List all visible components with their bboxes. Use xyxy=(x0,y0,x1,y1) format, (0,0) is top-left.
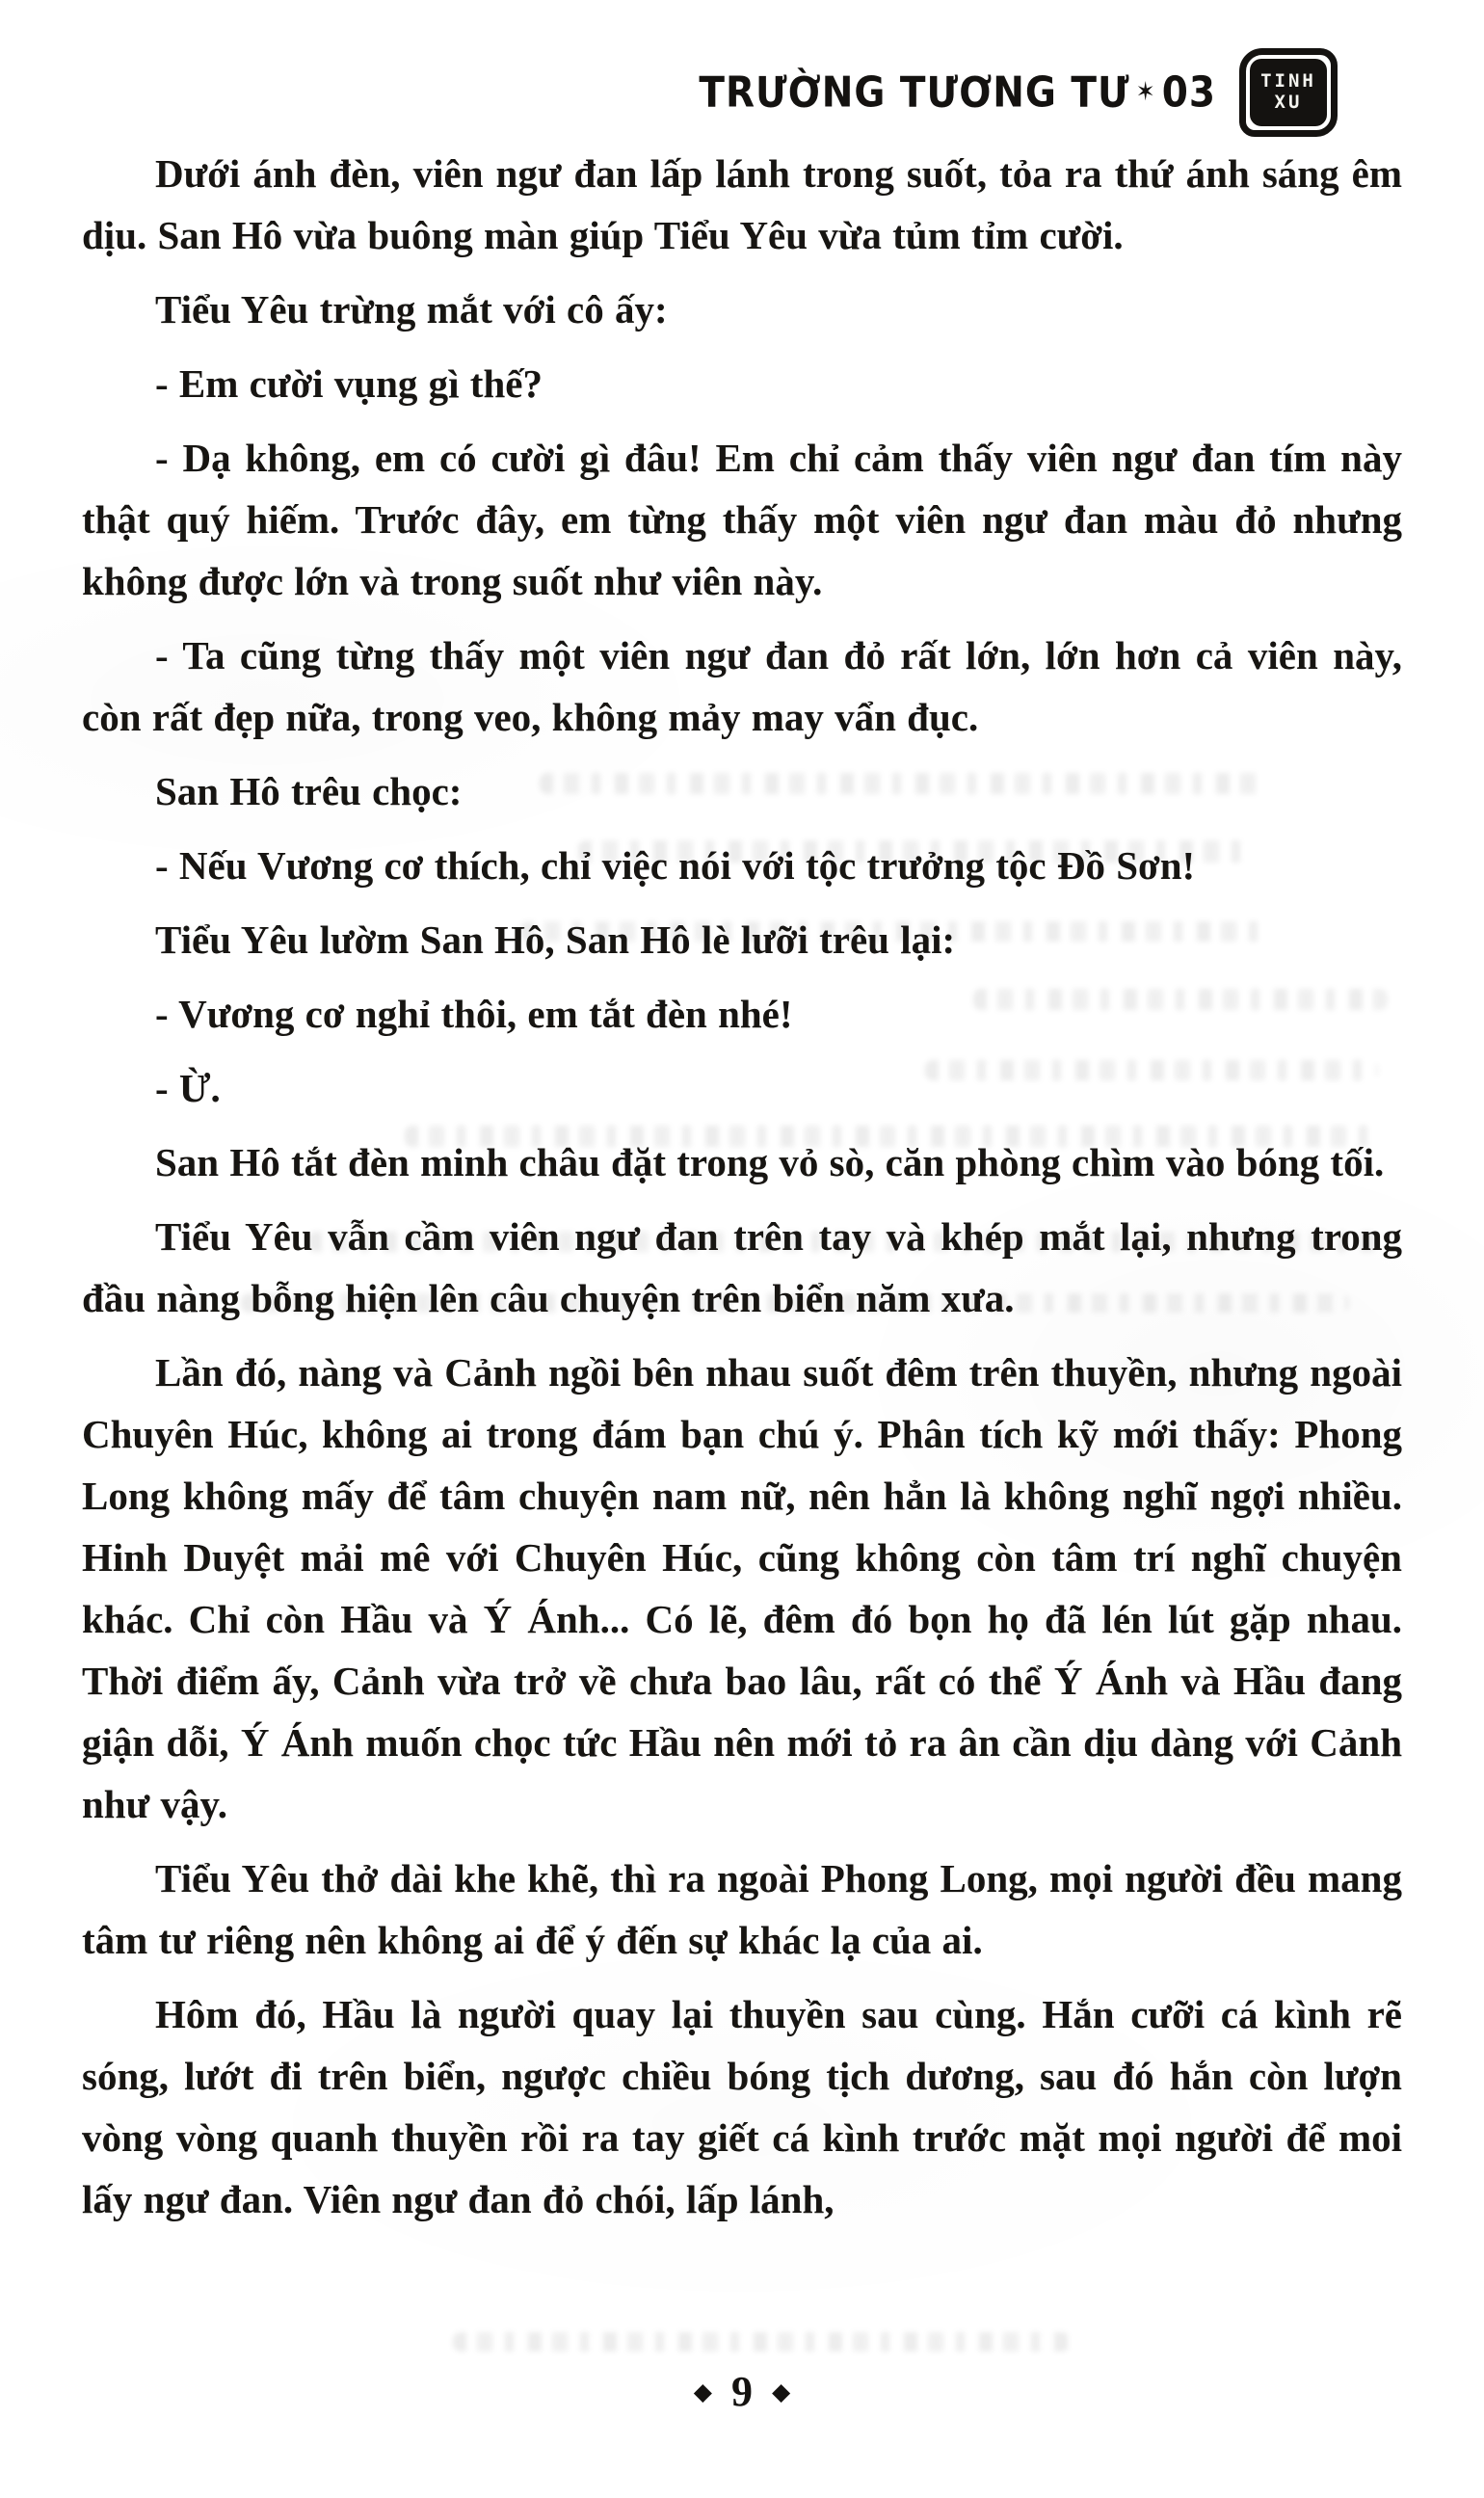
book-title: TRƯỜNG TƯƠNG TƯ xyxy=(699,67,1130,118)
seal-line-2: XU xyxy=(1274,92,1303,113)
body-paragraph: - Vương cơ nghỉ thôi, em tắt đèn nhé! xyxy=(155,992,793,1036)
volume-number: 03 xyxy=(1161,67,1216,118)
page-body xyxy=(82,143,1402,2243)
page-number: 9 xyxy=(731,2368,753,2415)
body-paragraph: San Hô trêu chọc: xyxy=(155,769,463,813)
star-separator-icon: ✶ xyxy=(1135,75,1156,106)
body-paragraph: Tiểu Yêu thở dài khe khẽ, thì ra ngoài Phong Long, mọi người đều mang tâm tư riêng nên không ai để ý đến sự khác lạ của ai. xyxy=(82,1856,1402,1962)
diamond-ornament-icon: ◆ xyxy=(693,2378,712,2405)
body-paragraph: Tiểu Yêu vẫn cầm viên ngư đan trên tay và khép mắt lại, nhưng trong đầu nàng bỗng hiện lên câu chuyện trên biển năm xưa. xyxy=(82,1214,1402,1320)
body-paragraph: - Nếu Vương cơ thích, chỉ việc nói với tộc trưởng tộc Đồ Sơn! xyxy=(155,843,1196,888)
page-header xyxy=(699,48,1338,137)
publisher-seal-text xyxy=(1250,59,1327,126)
body-paragraph: - Dạ không, em có cười gì đâu! Em chỉ cảm thấy viên ngư đan tím này thật quý hiếm. Trước đây, em từng thấy một viên ngư đan màu đỏ nhưng không được lớn và trong suốt như viên này. xyxy=(82,436,1402,603)
diamond-ornament-icon: ◆ xyxy=(772,2378,791,2405)
running-head xyxy=(699,68,1216,117)
page-footer xyxy=(0,2368,1484,2415)
publisher-seal-icon xyxy=(1239,48,1338,137)
body-paragraph: San Hô tắt đèn minh châu đặt trong vỏ sò, căn phòng chìm vào bóng tối. xyxy=(155,1140,1385,1184)
body-paragraph: Hôm đó, Hầu là người quay lại thuyền sau cùng. Hắn cưỡi cá kình rẽ sóng, lướt đi trên biển, ngược chiều bóng tịch dương, sau đó hắn còn lượn vòng vòng quanh thuyền rồi ra tay giết cá kình trước mặt mọi người để moi lấy ngư đan. Viên ngư đan đỏ chói, lấp lánh, xyxy=(82,1992,1402,2221)
seal-line-1: TINH xyxy=(1260,70,1316,93)
body-paragraph: - Ta cũng từng thấy một viên ngư đan đỏ rất lớn, lớn hơn cả viên này, còn rất đẹp nữa, trong veo, không mảy may vẩn đục. xyxy=(82,633,1402,739)
bleedthrough-smudge xyxy=(453,2332,1070,2352)
body-paragraph: Lần đó, nàng và Cảnh ngồi bên nhau suốt đêm trên thuyền, nhưng ngoài Chuyên Húc, không ai trong đám bạn chú ý. Phân tích kỹ mới thấy: Phong Long không mấy để tâm chuyện nam nữ, nên hẳn là không nghĩ ngợi nhiều. Hinh Duyệt mải mê với Chuyên Húc, cũng không còn tâm trí nghĩ chuyện khác. Chỉ còn Hầu và Ý Ánh... Có lẽ, đêm đó bọn họ đã lén lút gặp nhau. Thời điểm ấy, Cảnh vừa trở về chưa bao lâu, rất có thể Ý Ánh và Hầu đang giận dỗi, Ý Ánh muốn chọc tức Hầu nên mới tỏ ra ân cần dịu dàng với Cảnh như vậy. xyxy=(82,1350,1402,1826)
body-paragraph: - Ừ. xyxy=(155,1066,221,1110)
body-paragraph: Tiểu Yêu lườm San Hô, San Hô lè lưỡi trêu lại: xyxy=(155,917,956,962)
body-paragraph: - Em cười vụng gì thế? xyxy=(155,361,543,406)
body-paragraph: Dưới ánh đèn, viên ngư đan lấp lánh trong suốt, tỏa ra thứ ánh sáng êm dịu. San Hô vừa buông màn giúp Tiểu Yêu vừa tủm tỉm cười. xyxy=(82,151,1402,257)
body-paragraph: Tiểu Yêu trừng mắt với cô ấy: xyxy=(155,287,668,332)
